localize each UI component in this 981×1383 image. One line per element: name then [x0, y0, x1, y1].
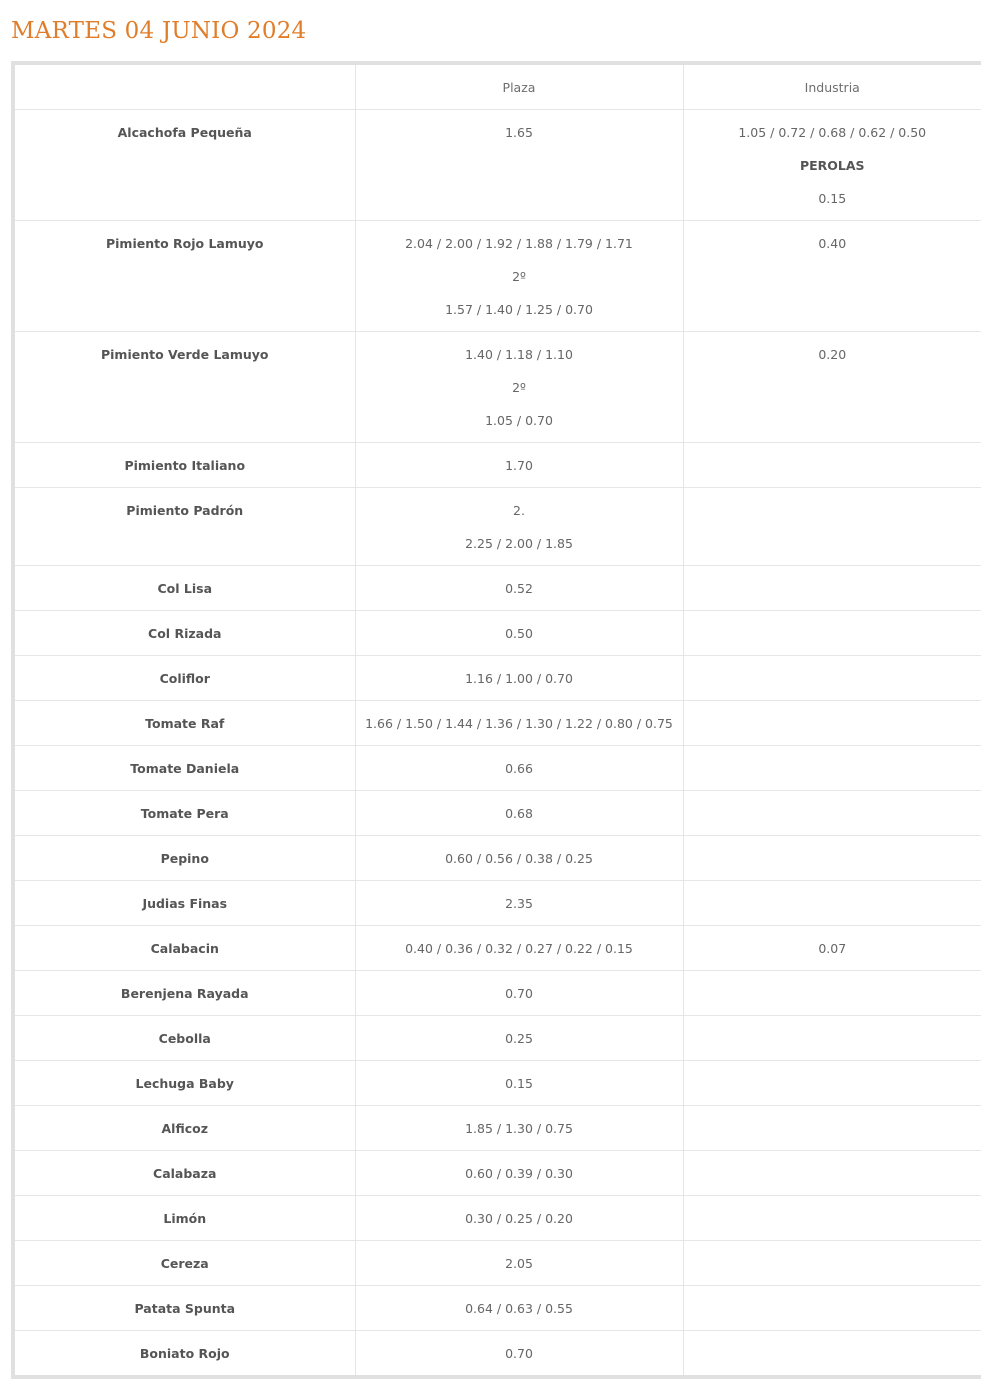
industria-price-value: 1.05 / 0.72 / 0.68 / 0.62 / 0.50 [738, 125, 927, 140]
product-name-cell: Limón [15, 1196, 355, 1241]
industria-price-cell [683, 701, 981, 746]
header-plaza: Plaza [355, 65, 683, 110]
header-product [15, 65, 355, 110]
industria-price-cell [683, 971, 981, 1016]
product-name-cell: Pimiento Padrón [15, 488, 355, 566]
plaza-price-value: 2. [513, 503, 525, 518]
plaza-price-value: 1.57 / 1.40 / 1.25 / 0.70 [445, 302, 593, 317]
plaza-price-value: 0.64 / 0.63 / 0.55 [465, 1301, 573, 1316]
plaza-price-value: 0.60 / 0.39 / 0.30 [465, 1166, 573, 1181]
plaza-price-cell [355, 1331, 683, 1376]
product-name-cell: Pimiento Rojo Lamuyo [15, 221, 355, 332]
industria-price-cell [683, 656, 981, 701]
industria-price-cell [683, 110, 981, 221]
plaza-price-value: 1.65 [505, 125, 533, 140]
plaza-price-cell [355, 443, 683, 488]
industria-price-cell [683, 488, 981, 566]
product-name-cell: Calabacin [15, 926, 355, 971]
table-row [15, 332, 981, 443]
plaza-price-value: 1.05 / 0.70 [485, 413, 553, 428]
plaza-price-cell [355, 221, 683, 332]
plaza-price-value: 0.70 [505, 1346, 533, 1361]
plaza-price-value: 0.15 [505, 1076, 533, 1091]
plaza-price-value: 1.16 / 1.00 / 0.70 [465, 671, 573, 686]
header-industria: Industria [683, 65, 981, 110]
product-name-cell: Alcachofa Pequeña [15, 110, 355, 221]
plaza-price-value: 2.05 [505, 1256, 533, 1271]
plaza-price-value: 0.40 / 0.36 / 0.32 / 0.27 / 0.22 / 0.15 [405, 941, 633, 956]
table-row [15, 791, 981, 836]
plaza-price-value: 2º [512, 269, 526, 284]
industria-price-cell [683, 221, 981, 332]
plaza-price-cell [355, 791, 683, 836]
product-name-cell: Col Rizada [15, 611, 355, 656]
table-row [15, 1016, 981, 1061]
plaza-price-cell [355, 971, 683, 1016]
plaza-price-value: 1.66 / 1.50 / 1.44 / 1.36 / 1.30 / 1.22 / 0.80 / 0.75 [365, 716, 673, 731]
product-name-cell: Lechuga Baby [15, 1061, 355, 1106]
table-row [15, 1106, 981, 1151]
table-header-row [15, 65, 981, 110]
product-name-cell: Alficoz [15, 1106, 355, 1151]
product-name-cell: Judias Finas [15, 881, 355, 926]
plaza-price-cell [355, 1241, 683, 1286]
product-name-cell: Cereza [15, 1241, 355, 1286]
table-row [15, 926, 981, 971]
plaza-price-cell [355, 701, 683, 746]
table-row [15, 110, 981, 221]
table-row [15, 746, 981, 791]
product-name-cell: Pimiento Verde Lamuyo [15, 332, 355, 443]
industria-price-cell [683, 1241, 981, 1286]
plaza-price-cell [355, 836, 683, 881]
plaza-price-cell [355, 332, 683, 443]
product-name-cell: Cebolla [15, 1016, 355, 1061]
page-title: MARTES 04 JUNIO 2024 [11, 18, 307, 44]
industria-price-value: 0.07 [818, 941, 847, 956]
product-name-cell: Berenjena Rayada [15, 971, 355, 1016]
industria-price-cell [683, 836, 981, 881]
product-name-cell: Calabaza [15, 1151, 355, 1196]
plaza-price-value: 0.68 [505, 806, 533, 821]
plaza-price-cell [355, 1196, 683, 1241]
table-row [15, 701, 981, 746]
product-name-cell: Pimiento Italiano [15, 443, 355, 488]
table-row [15, 488, 981, 566]
industria-price-cell [683, 611, 981, 656]
table-row [15, 881, 981, 926]
table-row [15, 1151, 981, 1196]
plaza-price-value: 0.52 [505, 581, 533, 596]
table-row [15, 611, 981, 656]
plaza-price-cell [355, 926, 683, 971]
product-name-cell: Col Lisa [15, 566, 355, 611]
plaza-price-cell [355, 746, 683, 791]
industria-price-cell [683, 1331, 981, 1376]
industria-price-value: 0.20 [818, 347, 847, 362]
plaza-price-value: 0.66 [505, 761, 533, 776]
plaza-price-value: 1.85 / 1.30 / 0.75 [465, 1121, 573, 1136]
industria-price-value: 0.15 [818, 191, 847, 206]
table-row [15, 1241, 981, 1286]
plaza-price-value: 2.25 / 2.00 / 1.85 [465, 536, 573, 551]
industria-price-cell [683, 443, 981, 488]
plaza-price-value: 2.04 / 2.00 / 1.92 / 1.88 / 1.79 / 1.71 [405, 236, 633, 251]
plaza-price-cell [355, 1286, 683, 1331]
plaza-price-value: 2º [512, 380, 526, 395]
plaza-price-value: 0.30 / 0.25 / 0.20 [465, 1211, 573, 1226]
plaza-price-value: 1.70 [505, 458, 533, 473]
industria-price-cell [683, 566, 981, 611]
industria-price-cell [683, 1106, 981, 1151]
table-row [15, 836, 981, 881]
industria-price-value: PEROLAS [799, 158, 865, 173]
table-row [15, 221, 981, 332]
industria-price-cell [683, 791, 981, 836]
plaza-price-cell [355, 488, 683, 566]
plaza-price-cell [355, 881, 683, 926]
industria-price-cell [683, 1151, 981, 1196]
plaza-price-cell [355, 1106, 683, 1151]
industria-price-cell [683, 881, 981, 926]
table-row [15, 1196, 981, 1241]
plaza-price-value: 1.40 / 1.18 / 1.10 [465, 347, 573, 362]
plaza-price-value: 0.50 [505, 626, 533, 641]
product-name-cell: Coliflor [15, 656, 355, 701]
industria-price-cell [683, 746, 981, 791]
product-name-cell: Tomate Pera [15, 791, 355, 836]
product-name-cell: Boniato Rojo [15, 1331, 355, 1376]
table-row [15, 443, 981, 488]
plaza-price-value: 0.25 [505, 1031, 533, 1046]
plaza-price-cell [355, 1151, 683, 1196]
plaza-price-cell [355, 656, 683, 701]
industria-price-value: 0.40 [818, 236, 847, 251]
plaza-price-value: 2.35 [505, 896, 533, 911]
industria-price-cell [683, 1196, 981, 1241]
table-body [15, 110, 981, 1376]
table-row [15, 1286, 981, 1331]
plaza-price-cell [355, 1061, 683, 1106]
plaza-price-cell [355, 1016, 683, 1061]
industria-price-cell [683, 332, 981, 443]
table-row [15, 566, 981, 611]
table-row [15, 1331, 981, 1376]
industria-price-cell [683, 1286, 981, 1331]
table-row [15, 971, 981, 1016]
price-table-container [11, 61, 981, 1379]
product-name-cell: Tomate Daniela [15, 746, 355, 791]
plaza-price-cell [355, 611, 683, 656]
table-row [15, 656, 981, 701]
plaza-price-value: 0.70 [505, 986, 533, 1001]
price-table [15, 65, 981, 1375]
product-name-cell: Pepino [15, 836, 355, 881]
industria-price-cell [683, 926, 981, 971]
plaza-price-value: 0.60 / 0.56 / 0.38 / 0.25 [445, 851, 593, 866]
product-name-cell: Patata Spunta [15, 1286, 355, 1331]
table-row [15, 1061, 981, 1106]
plaza-price-cell [355, 566, 683, 611]
industria-price-cell [683, 1061, 981, 1106]
plaza-price-cell [355, 110, 683, 221]
industria-price-cell [683, 1016, 981, 1061]
product-name-cell: Tomate Raf [15, 701, 355, 746]
